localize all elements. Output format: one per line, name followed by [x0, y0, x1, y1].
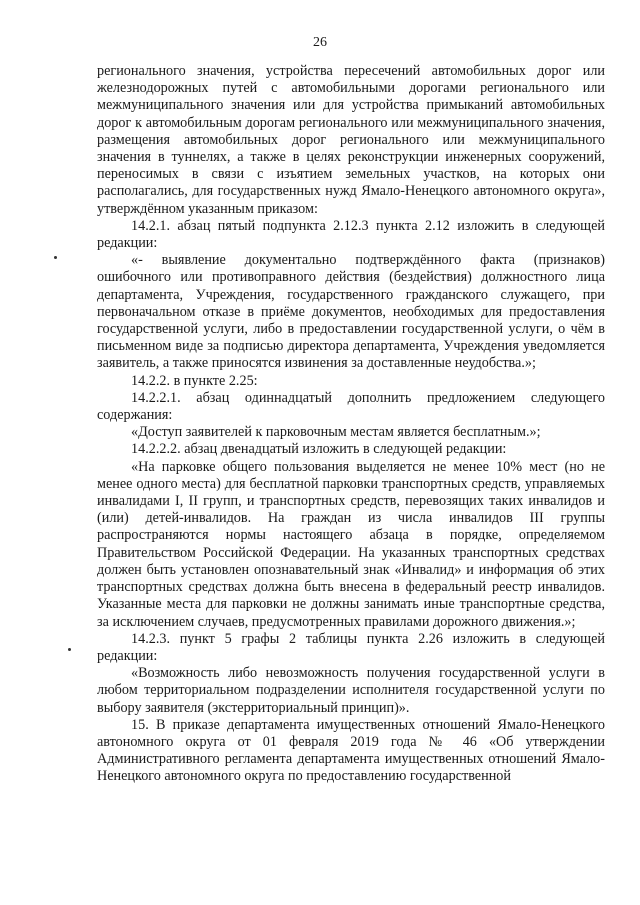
- paragraph: 15. В приказе департамента имущественных отношений Ямало-Ненецкого автономного округа от 01 февраля 2019 года № 46 «Об утверждении Административного регламента департамента имущественных отношений Ямало-Ненецкого автономного округа по предоставлению государственной: [97, 716, 605, 785]
- paragraph: 14.2.3. пункт 5 графы 2 таблицы пункта 2.26 изложить в следующей редакции:: [97, 630, 605, 664]
- scan-speck: [54, 256, 57, 259]
- paragraph: 14.2.2.1. абзац одиннадцатый дополнить предложением следующего содержания:: [97, 389, 605, 424]
- paragraph: регионального значения, устройства пересечений автомобильных дорог или железнодорожных путей с автомобильными дорогами регионального или межмуниципального значения или для устройства примыканий автомобильных дорог к автомобильным дорогам регионального или межмуниципального значения, размещения автомобильных дорог регионального или межмуниципального значения в туннелях, а также в целях реконструкции инженерных сооружений, переносимых в связи с изъятием земельных участков, на которых они располагались, для государственных нужд Ямало-Ненецкого автономного округа», утверждённом указанным приказом:: [97, 63, 605, 217]
- paragraph: 14.2.2.2. абзац двенадцатый изложить в следующей редакции:: [131, 441, 507, 458]
- paragraph: «На парковке общего пользования выделяется не менее 10% мест (но не менее одного места) для бесплатной парковки транспортных средств, управляемых инвалидами I, II групп, и транспортных средств, перевозящих таких инвалидов и (или) детей-инвалидов. На граждан из числа инвалидов III группы распространяются нормы настоящего абзаца в порядке, определяемом Правительством Российской Федерации. На указанных транспортных средствах должен быть установлен опознавательный знак «Инвалид» и информация об этих транспортных средствах должна быть внесена в федеральный реестр инвалидов. Указанные места для парковки не должны занимать иные транспортные средства, за исключением случаев, предусмотренных правилами дорожного движения.»;: [97, 458, 605, 630]
- scan-speck: [68, 648, 71, 651]
- paragraph: «Доступ заявителей к парковочным местам является бесплатным.»;: [131, 424, 541, 441]
- paragraph: 14.2.1. абзац пятый подпункта 2.12.3 пункта 2.12 изложить в следующей редакции:: [97, 217, 605, 252]
- paragraph: «Возможность либо невозможность получения государственной услуги в любом территориальном подразделении исполнителя государственной услуги по выбору заявителя (экстерриториальный принцип)».: [97, 665, 605, 716]
- paragraph: «- выявление документально подтверждённого факта (признаков) ошибочного или противоправного действия (бездействия) должностного лица департамента, Учреждения, государственного гражданского служащего, при первоначальном отказе в приёме документов, необходимых для предоставления государственной услуги, либо в предоставлении государственной услуги, о чём в письменном виде за подписью директора департамента, Учреждения уведомляется заявитель, а также приносятся извинения за доставленные неудобства.»;: [97, 252, 605, 372]
- paragraph: 14.2.2. в пункте 2.25:: [131, 372, 258, 389]
- document-body: [97, 63, 605, 786]
- page-number: 26: [313, 35, 327, 50]
